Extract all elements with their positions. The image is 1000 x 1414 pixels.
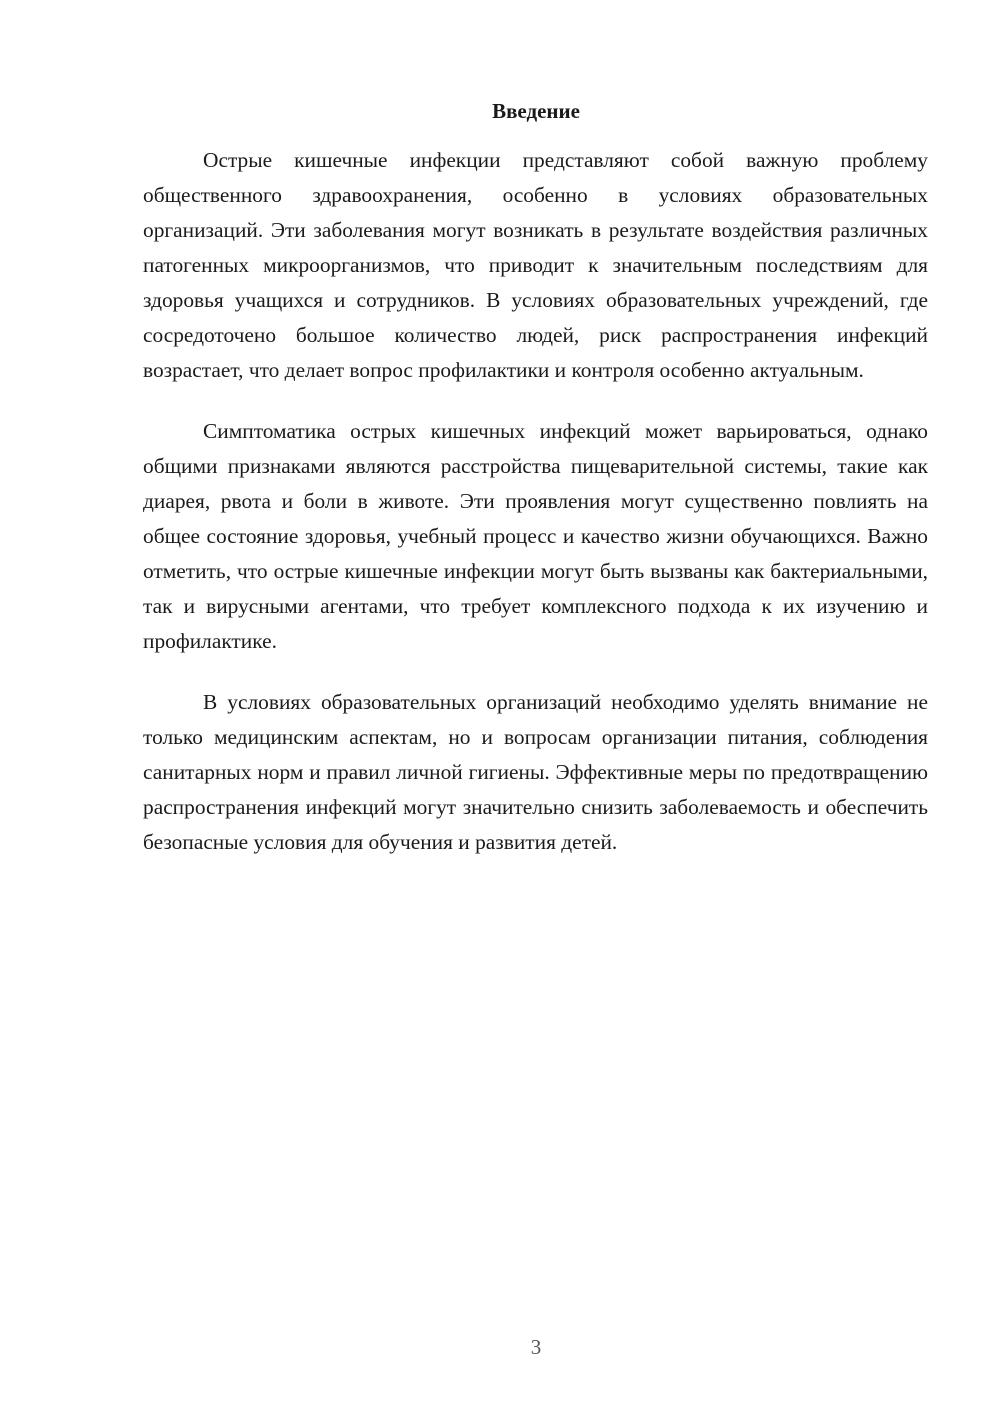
page-number: 3: [530, 1335, 542, 1359]
paragraph: В условиях образовательных организаций необходимо уделять внимание не только медицинским аспектам, но и вопросам организации питания, соблюдения санитарных норм и правил личной гигиены. Эффективные меры по предотвращению распространения инфекций могут значительно снизить заболеваемость и обеспечить безопасные условия для обучения и развития детей.: [143, 690, 928, 854]
paragraph: Острые кишечные инфекции представляют собой важную проблему общественного здравоохранения, особенно в условиях образовательных организаций. Эти заболевания могут возникать в результате воздействия различных патогенных микроорганизмов, что приводит к значительным последствиям для здоровья учащихся и сотрудников. В условиях образовательных учреждений, где сосредоточено большое количество людей, риск распространения инфекций возрастает, что делает вопрос профилактики и контроля особенно актуальным.: [143, 148, 928, 382]
paragraph: Симптоматика острых кишечных инфекций может варьироваться, однако общими признаками являются расстройства пищеварительной системы, такие как диарея, рвота и боли в животе. Эти проявления могут существенно повлиять на общее состояние здоровья, учебный процесс и качество жизни обучающихся. Важно отметить, что острые кишечные инфекции могут быть вызваны как бактериальными, так и вирусными агентами, что требует комплексного подхода к их изучению и профилактике.: [143, 419, 928, 653]
body-text: [143, 143, 928, 886]
section-heading: Введение: [492, 99, 580, 123]
